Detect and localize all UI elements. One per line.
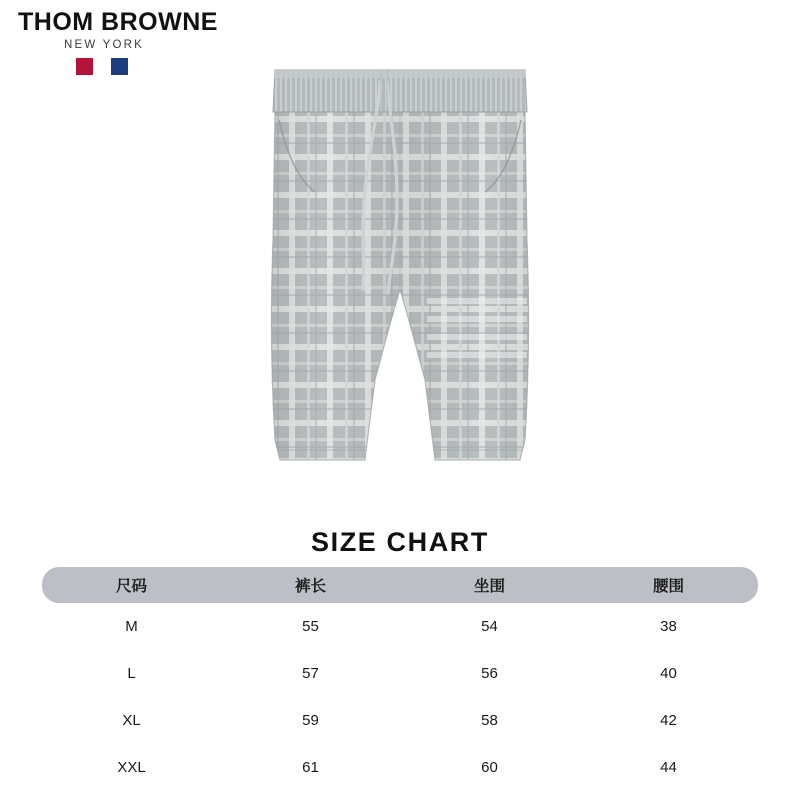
cell-length: 55 — [302, 618, 319, 635]
product-photo — [175, 40, 625, 510]
cell-waist: 44 — [660, 759, 677, 776]
cell-size: L — [127, 665, 136, 682]
shorts-illustration — [175, 40, 625, 510]
cell-hip: 54 — [481, 618, 498, 635]
cell-waist: 38 — [660, 618, 677, 635]
waistband — [273, 70, 527, 112]
column-header-size: 尺码 — [42, 567, 221, 603]
column-header-length: 裤长 — [221, 567, 400, 603]
page-title: SIZE CHART — [311, 527, 489, 557]
cell-hip: 60 — [481, 759, 498, 776]
cell-waist: 42 — [660, 712, 677, 729]
shorts-body — [255, 90, 555, 490]
column-header-waist: 腰围 — [579, 567, 758, 603]
table-header-row — [42, 567, 758, 603]
table-row — [42, 603, 758, 650]
cell-waist: 40 — [660, 665, 677, 682]
cell-size: XXL — [117, 759, 146, 776]
size-chart-table — [42, 567, 758, 791]
table-row — [42, 650, 758, 697]
tricolor-flag-icon — [76, 58, 128, 75]
cell-hip: 58 — [481, 712, 498, 729]
cell-hip: 56 — [481, 665, 498, 682]
column-header-hip: 坐围 — [400, 567, 579, 603]
cell-length: 59 — [302, 712, 319, 729]
table-row — [42, 697, 758, 744]
table-row — [42, 744, 758, 791]
brand-name: THOM BROWNE — [18, 8, 218, 36]
cell-size: XL — [122, 712, 141, 729]
cell-size: M — [125, 618, 138, 635]
brand-subtitle: NEW YORK — [63, 39, 144, 51]
cell-length: 57 — [302, 665, 319, 682]
cell-length: 61 — [302, 759, 319, 776]
